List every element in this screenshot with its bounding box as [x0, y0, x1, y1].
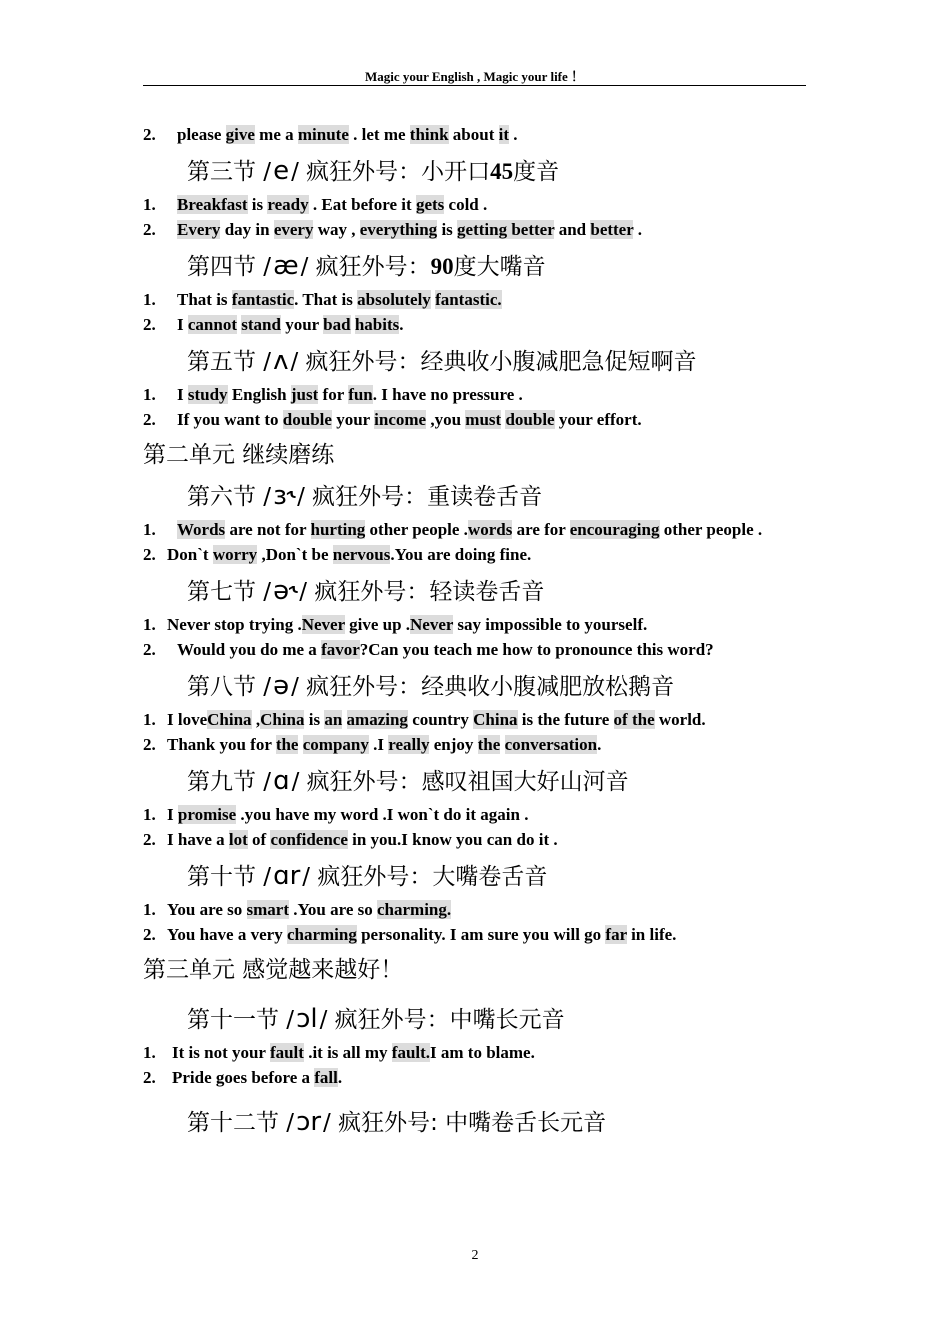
highlighted-word: Words [177, 520, 226, 539]
nickname-number: 90 [430, 254, 454, 279]
text-run: .You are doing fine. [390, 545, 532, 564]
section-label: 第六节 [187, 484, 256, 510]
highlighted-word: fault [269, 1043, 304, 1062]
highlighted-word: income [374, 410, 427, 429]
phonetic-symbol: e [273, 156, 290, 186]
nickname-tail: 度大嘴音 [453, 254, 546, 280]
example-sentence [143, 897, 806, 922]
section-heading: 第十节 /ɑr/ 疯狂外号：大嘴卷舌音 [187, 861, 548, 891]
example-sentence [143, 827, 806, 852]
text-run: ?Can you teach me how to pronounce this word? [359, 640, 714, 659]
highlighted-word: fault. [391, 1043, 431, 1062]
text-run: I have a [167, 830, 229, 849]
sentence-text [167, 830, 558, 849]
highlighted-word: bad [323, 315, 351, 334]
nickname-text: 疯狂外号：轻读卷舌音 [314, 579, 545, 605]
example-sentence [143, 217, 806, 242]
text-run: I [177, 315, 188, 334]
text-run: for [318, 385, 349, 404]
highlighted-word: double [505, 410, 555, 429]
nickname-tail: 度音 [513, 159, 560, 185]
highlighted-word: stand [241, 315, 281, 334]
item-number: 1. [143, 1043, 156, 1062]
page-number: 2 [471, 1248, 479, 1263]
text-run: ,Don`t be [257, 545, 333, 564]
highlighted-word: amazing [346, 710, 408, 729]
highlighted-word: conversation [504, 735, 598, 754]
nickname-text: 疯狂外号: 中嘴卷舌长元音 [338, 1110, 607, 1136]
text-run: is [304, 710, 325, 729]
highlighted-word: of the [613, 710, 655, 729]
highlighted-word: lot [228, 830, 248, 849]
example-sentence [143, 922, 806, 947]
section-heading: 第九节 /ɑ/ 疯狂外号：感叹祖国大好山河音 [187, 766, 629, 796]
text-run: of [247, 830, 271, 849]
highlighted-word: charming [286, 925, 357, 944]
example-sentence [143, 707, 806, 732]
text-run: are for [512, 520, 570, 539]
text-run: are not for [225, 520, 311, 539]
sentence-text [177, 195, 487, 214]
highlighted-word: company [302, 735, 369, 754]
highlighted-word: an [324, 710, 343, 729]
section-label: 第十二节 [187, 1110, 279, 1136]
example-sentence [143, 382, 806, 407]
text-run: Thank you for [167, 735, 276, 754]
section-label: 第五节 [187, 349, 256, 375]
text-run: If you want to [177, 410, 283, 429]
sentence-text [177, 385, 523, 404]
item-number: 1. [143, 520, 156, 539]
section-label: 第十一节 [187, 1007, 279, 1033]
highlighted-word: far [605, 925, 627, 944]
example-sentence [143, 312, 806, 337]
nickname-text: 疯狂外号：感叹祖国大好山河音 [306, 769, 629, 795]
highlighted-word: words [467, 520, 513, 539]
highlighted-word: nervous [332, 545, 391, 564]
section-label: 第三节 [187, 159, 256, 185]
text-run: . let me [348, 125, 410, 144]
highlighted-word: Every [177, 220, 221, 239]
item-number: 2. [143, 1068, 156, 1087]
highlighted-word: fun [348, 385, 373, 404]
section-heading: 第八节 /ə/ 疯狂外号：经典收小腹减肥放松鹅音 [187, 671, 675, 701]
text-run: I am to blame. [430, 1043, 535, 1062]
sentence-text [167, 925, 676, 944]
nickname-text: 疯狂外号：小开口 [306, 159, 491, 185]
text-run: your [280, 315, 324, 334]
phonetic-symbol: ə [273, 671, 290, 701]
phonetic-symbol: ʌ [273, 346, 289, 376]
highlighted-word: smart [246, 900, 289, 919]
text-run: give up . [344, 615, 411, 634]
section-heading: 第十二节 /ɔr/ 疯狂外号: 中嘴卷舌长元音 [187, 1107, 607, 1137]
sentence-text [172, 1068, 342, 1087]
highlighted-word: the [477, 735, 501, 754]
highlighted-word: favor [321, 640, 360, 659]
item-number: 2. [143, 220, 156, 239]
example-sentence [143, 612, 806, 637]
highlighted-word: double [282, 410, 332, 429]
highlighted-word: Never [301, 615, 345, 634]
text-run: other people . [365, 520, 468, 539]
item-number: 2. [143, 735, 156, 754]
text-run: is [437, 220, 458, 239]
text-run: Don`t [167, 545, 213, 564]
text-run: I [167, 805, 178, 824]
highlighted-word: every [273, 220, 314, 239]
text-run: country [407, 710, 474, 729]
text-run: ,you [426, 410, 466, 429]
text-run: personality. I am sure you will go [356, 925, 606, 944]
text-run: English [227, 385, 291, 404]
text-run: in life. [626, 925, 677, 944]
text-run: . [337, 1068, 343, 1087]
text-run: Would you do me a [177, 640, 322, 659]
text-run: say impossible to yourself. [453, 615, 648, 634]
text-run: .it is all my [303, 1043, 392, 1062]
highlighted-word: encouraging [569, 520, 660, 539]
example-sentence [143, 407, 806, 432]
phonetic-symbol: ɔl [296, 1004, 318, 1034]
sentence-text [172, 1043, 535, 1062]
highlighted-word: study [187, 385, 228, 404]
example-sentence [143, 1040, 806, 1065]
phonetic-symbol: ɑ [273, 766, 290, 796]
example-sentence [143, 732, 806, 757]
example-sentence [143, 1065, 806, 1090]
section-label: 第八节 [187, 674, 256, 700]
section-heading: 第三节 /e/ 疯狂外号：小开口45度音 [187, 156, 560, 186]
sentence-text [167, 900, 451, 919]
highlighted-word: charming. [376, 900, 452, 919]
item-number: 2. [143, 640, 156, 659]
highlighted-word: China [207, 710, 252, 729]
text-run: , [251, 710, 261, 729]
example-sentence [143, 542, 806, 567]
text-run: . [597, 735, 602, 754]
nickname-text: 疯狂外号：中嘴长元音 [334, 1007, 565, 1033]
highlighted-word: really [388, 735, 430, 754]
item-number: 2. [143, 545, 156, 564]
highlighted-word: worry [212, 545, 258, 564]
text-run: Never stop trying . [167, 615, 302, 634]
section-label: 第十节 [187, 864, 256, 890]
text-run: You have a very [167, 925, 287, 944]
text-run: about [448, 125, 499, 144]
highlighted-word: better [590, 220, 634, 239]
text-run: other people . [659, 520, 763, 539]
highlighted-word: minute [297, 125, 349, 144]
highlighted-word: getting better [457, 220, 555, 239]
item-number: 2. [143, 830, 156, 849]
text-run: enjoy [429, 735, 478, 754]
highlighted-word: hurting [310, 520, 366, 539]
highlighted-word: habits [354, 315, 400, 334]
highlighted-word: think [409, 125, 449, 144]
nickname-text: 疯狂外号： [315, 254, 431, 280]
page-header: Magic your English , Magic your life ！ [143, 66, 806, 86]
text-run: your [331, 410, 375, 429]
highlighted-word: promise [177, 805, 237, 824]
sentence-text [177, 220, 642, 239]
item-number: 2. [143, 315, 156, 334]
text-run: . That is [294, 290, 358, 309]
nickname-number: 45 [490, 159, 514, 184]
unit-heading: 第三单元 感觉越来越好！ [143, 957, 404, 983]
nickname-text: 疯狂外号：经典收小腹减肥急促短啊音 [305, 349, 697, 375]
text-run: .you have my word .I won`t do it again . [236, 805, 529, 824]
text-run: your effort. [554, 410, 642, 429]
text-run: . [633, 220, 642, 239]
phonetic-symbol: ɔr [296, 1107, 322, 1137]
highlighted-word: the [275, 735, 299, 754]
text-run: It is not your [172, 1043, 270, 1062]
text-run [500, 735, 504, 754]
highlighted-word: must [465, 410, 502, 429]
highlighted-word: fantastic [231, 290, 295, 309]
unit-heading: 第二单元 继续磨练 [143, 442, 335, 468]
sentence-text [177, 410, 642, 429]
item-number: 2. [143, 925, 156, 944]
sentence-text [177, 125, 518, 144]
text-run: . Eat before it [308, 195, 416, 214]
text-run: and [554, 220, 591, 239]
sentence-text [177, 517, 806, 542]
sentence-text [177, 640, 714, 659]
highlighted-word: fantastic. [435, 290, 502, 309]
highlighted-word: absolutely [357, 290, 431, 309]
example-sentence [143, 637, 806, 662]
text-run: is the future [517, 710, 614, 729]
item-number: 1. [143, 805, 156, 824]
text-run: cold . [444, 195, 488, 214]
text-run: . I have no pressure . [372, 385, 523, 404]
highlighted-word: it [498, 125, 509, 144]
text-run: . [399, 315, 404, 334]
example-sentence [143, 802, 806, 827]
highlighted-word: gets [415, 195, 445, 214]
text-run: Pride goes before a [172, 1068, 315, 1087]
example-sentence [143, 192, 806, 217]
section-heading: 第五节 /ʌ/ 疯狂外号：经典收小腹减肥急促短啊音 [187, 346, 697, 376]
section-heading: 第四节 /æ/ 疯狂外号：90度大嘴音 [187, 251, 546, 281]
highlighted-word: everything [359, 220, 438, 239]
text-run: in you.I know you can do it . [347, 830, 558, 849]
section-heading: 第七节 /ə˞/ 疯狂外号：轻读卷舌音 [187, 576, 545, 606]
text-run: I [177, 385, 188, 404]
sentence-text [167, 710, 706, 729]
text-run: I love [167, 710, 208, 729]
text-run: is [247, 195, 268, 214]
highlighted-word: cannot [187, 315, 237, 334]
phonetic-symbol: æ [273, 251, 299, 281]
text-run: You are so [167, 900, 247, 919]
example-sentence [143, 122, 806, 147]
text-run: way , [313, 220, 360, 239]
sentence-text [177, 315, 403, 334]
highlighted-word: China [473, 710, 518, 729]
highlighted-word: Never [410, 615, 454, 634]
item-number: 1. [143, 615, 156, 634]
item-number: 1. [143, 385, 156, 404]
highlighted-word: Breakfast [177, 195, 248, 214]
sentence-text [167, 615, 647, 634]
text-run: That is [177, 290, 232, 309]
text-run: please [177, 125, 226, 144]
highlighted-word: confidence [270, 830, 348, 849]
item-number: 1. [143, 710, 156, 729]
phonetic-symbol: ɜ˞ [273, 481, 296, 511]
phonetic-symbol: ɑr [273, 861, 301, 891]
section-label: 第九节 [187, 769, 256, 795]
text-run: .I [368, 735, 389, 754]
sentence-text [167, 805, 528, 824]
section-heading: 第六节 /ɜ˞/ 疯狂外号：重读卷舌音 [187, 481, 543, 511]
text-run: . [509, 125, 518, 144]
highlighted-word: give [225, 125, 255, 144]
text-run: .You are so [288, 900, 377, 919]
item-number: 1. [143, 195, 156, 214]
section-label: 第七节 [187, 579, 256, 605]
highlighted-word: just [290, 385, 319, 404]
item-number: 2. [143, 410, 156, 429]
item-number: 1. [143, 900, 156, 919]
section-label: 第四节 [187, 254, 256, 280]
highlighted-word: fall [314, 1068, 338, 1087]
highlighted-word: ready [267, 195, 309, 214]
text-run [342, 710, 346, 729]
nickname-text: 疯狂外号：大嘴卷舌音 [317, 864, 548, 890]
sentence-text [177, 290, 502, 309]
item-number: 1. [143, 290, 156, 309]
example-sentence [143, 517, 806, 542]
section-heading: 第十一节 /ɔl/ 疯狂外号：中嘴长元音 [187, 1004, 565, 1034]
item-number: 2. [143, 125, 156, 144]
text-run: world. [654, 710, 706, 729]
text-run: day in [220, 220, 274, 239]
nickname-text: 疯狂外号：重读卷舌音 [312, 484, 543, 510]
sentence-text [167, 735, 601, 754]
example-sentence [143, 287, 806, 312]
nickname-text: 疯狂外号：经典收小腹减肥放松鹅音 [306, 674, 675, 700]
sentence-text [167, 545, 531, 564]
phonetic-symbol: ə˞ [273, 576, 298, 606]
highlighted-word: China [260, 710, 305, 729]
text-run: me a [254, 125, 298, 144]
document-body [143, 122, 806, 1143]
